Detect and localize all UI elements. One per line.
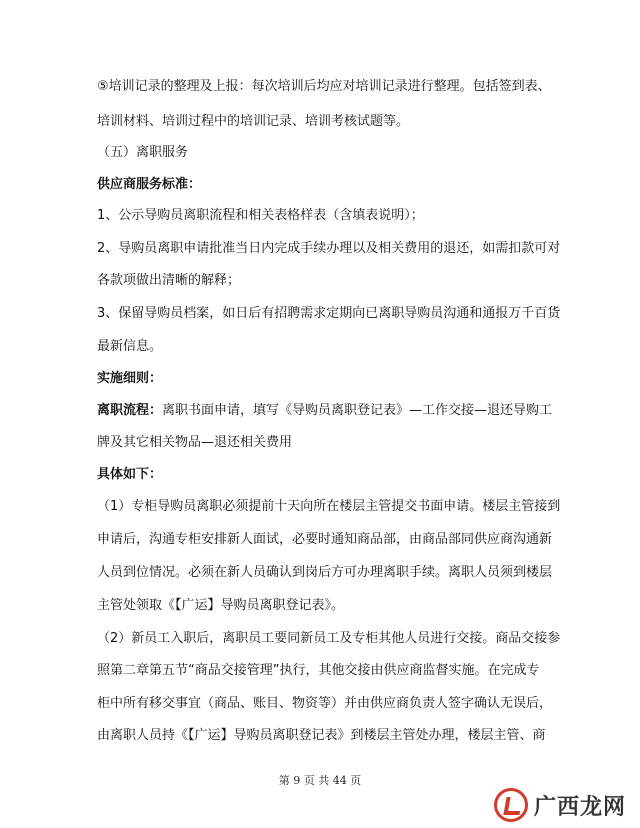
watermark	[494, 788, 626, 822]
resign-process-text: 离职书面申请，填写《导购员离职登记表》—工作交接—退还导购工	[162, 403, 553, 418]
paragraph-line: 照第二章第五节“商品交接管理”执行，其他交接由供应商监督实施。在完成专	[97, 663, 540, 678]
subheading-supplier-standard: 供应商服务标准：	[97, 177, 202, 192]
label-resign-process: 离职流程：	[97, 403, 163, 418]
subheading-details: 具体如下：	[97, 467, 163, 482]
paragraph-line: 3、保留导购员档案，如日后有招聘需求定期向已离职导购员沟通和通报万千百货	[97, 306, 561, 321]
watermark-logo-icon	[494, 788, 528, 822]
paragraph-line: 申请后，沟通专柜安排新人面试，必要时通知商品部，由商品部同供应商沟通新	[97, 532, 553, 547]
paragraph-line: 牌及其它相关物品—退还相关费用	[97, 435, 293, 450]
subheading-implementation: 实施细则：	[97, 371, 163, 386]
paragraph-line: 柜中所有移交事宜（商品、账目、物资等）并由供应商负责人签字确认无误后，	[97, 696, 553, 711]
paragraph-line: 最新信息。	[97, 339, 163, 354]
paragraph-line: （1）专柜导购员离职必须提前十天向所在楼层主管提交书面申请。楼层主管接到	[97, 499, 561, 514]
paragraph-line: ⑤培训记录的整理及上报：每次培训后均应对培训记录进行整理。包括签到表、	[97, 79, 551, 94]
paragraph-line	[97, 402, 557, 420]
section-heading: （五）离职服务	[97, 145, 189, 160]
paragraph-line: （2）新员工入职后，离职员工要同新员工及专柜其他人员进行交接。商品交接参	[97, 631, 561, 646]
paragraph-line: 各款项做出清晰的解释；	[97, 273, 241, 288]
paragraph-line: 培训材料、培训过程中的培训记录、培训考核试题等。	[97, 114, 410, 129]
paragraph-line: 人员到位情况。必须在新人员确认到岗后方可办理离职手续。离职人员须到楼层	[97, 565, 553, 580]
paragraph-line: 主管处领取《【广运】导购员离职登记表》。	[97, 598, 345, 613]
paragraph-line: 2、导购员离职申请批准当日内完成手续办理以及相关费用的退还，如需扣款可对	[97, 241, 561, 256]
paragraph-line: 1、公示导购员离职流程和相关表格样表（含填表说明）；	[97, 208, 424, 223]
watermark-text: 广西龙网	[533, 794, 626, 820]
page-footer: 第 9 页 共 44 页	[278, 774, 362, 787]
paragraph-line: 由离职人员持《【广运】导购员离职登记表》到楼层主管处办理，楼层主管、商	[97, 728, 546, 743]
